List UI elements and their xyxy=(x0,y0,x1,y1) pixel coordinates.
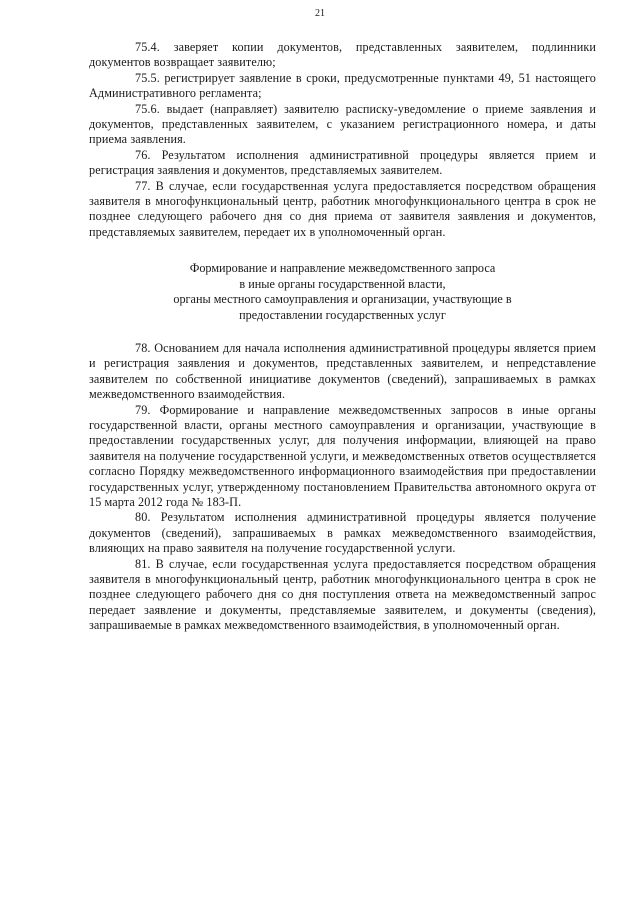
section-heading-line: Формирование и направление межведомственного запроса xyxy=(189,261,496,276)
section-heading-line: предоставлении государственных услуг xyxy=(239,307,446,322)
section-heading-line: в иные органы государственной власти, xyxy=(239,276,446,291)
paragraph-78: 78. Основанием для начала исполнения административной процедуры является прием и регистрация заявления и документов, представленных заявителем, и непредставление заявителем по собственной инициативе документов (сведений), запрашиваемых в рамках межведомственного взаимодействия. xyxy=(89,340,596,402)
paragraph-75-4: 75.4. заверяет копии документов, представленных заявителем, подлинники документов возвращает заявителю; xyxy=(89,40,596,70)
paragraph-77: 77. В случае, если государственная услуга предоставляется посредством обращения заявителя в многофункциональный центр, работник многофункционального центра в срок не позднее следующего рабочего дня со дня приема от заявителя заявления и документов, представляемых заявителем, передает их в уполномоченный орган. xyxy=(89,178,596,239)
paragraph-81: 81. В случае, если государственная услуга предоставляется посредством обращения заявителя в многофункциональный центр, работник многофункционального центра в срок не позднее следующего рабочего дня со дня поступления ответа на межведомственный запрос передает заявление и документы, представляемые заявителем, и документы (сведения), запрашиваемые в рамках межведомственного взаимодействия, в уполномоченный орган. xyxy=(89,556,596,633)
document-body xyxy=(89,40,596,634)
paragraph-76: 76. Результатом исполнения административной процедуры является прием и регистрация заявления и документов, представляемых заявителем. xyxy=(89,147,596,178)
section-heading-line: органы местного самоуправления и организации, участвующие в xyxy=(173,292,512,307)
page-number: 21 xyxy=(315,8,325,19)
paragraph-75-6: 75.6. выдает (направляет) заявителю расписку-уведомление о приеме заявления и документов, представленных заявителем, с указанием регистрационного номера, и даты приема заявления. xyxy=(89,101,596,147)
paragraph-79: 79. Формирование и направление межведомственных запросов в иные органы государственной власти, органы местного самоуправления и организации, участвующие в предоставлении государственных услуг, для получения информации, влияющей на право заявителя на получение государственной услуги, и межведомственных ответов осуществляется согласно Порядку межведомственного информационного взаимодействия при предоставлении государственных услуг, утвержденному постановлением Правительства автономного округа от 15 марта 2012 года № 183-П. xyxy=(89,402,596,509)
paragraph-75-5: 75.5. регистрирует заявление в сроки, предусмотренные пунктами 49, 51 настоящего Административного регламента; xyxy=(89,70,596,101)
paragraph-80: 80. Результатом исполнения административной процедуры является получение документов (сведений), запрашиваемых в рамках межведомственного взаимодействия, влияющих на право заявителя на получение государственной услуги. xyxy=(89,510,596,556)
section-heading xyxy=(89,261,596,323)
